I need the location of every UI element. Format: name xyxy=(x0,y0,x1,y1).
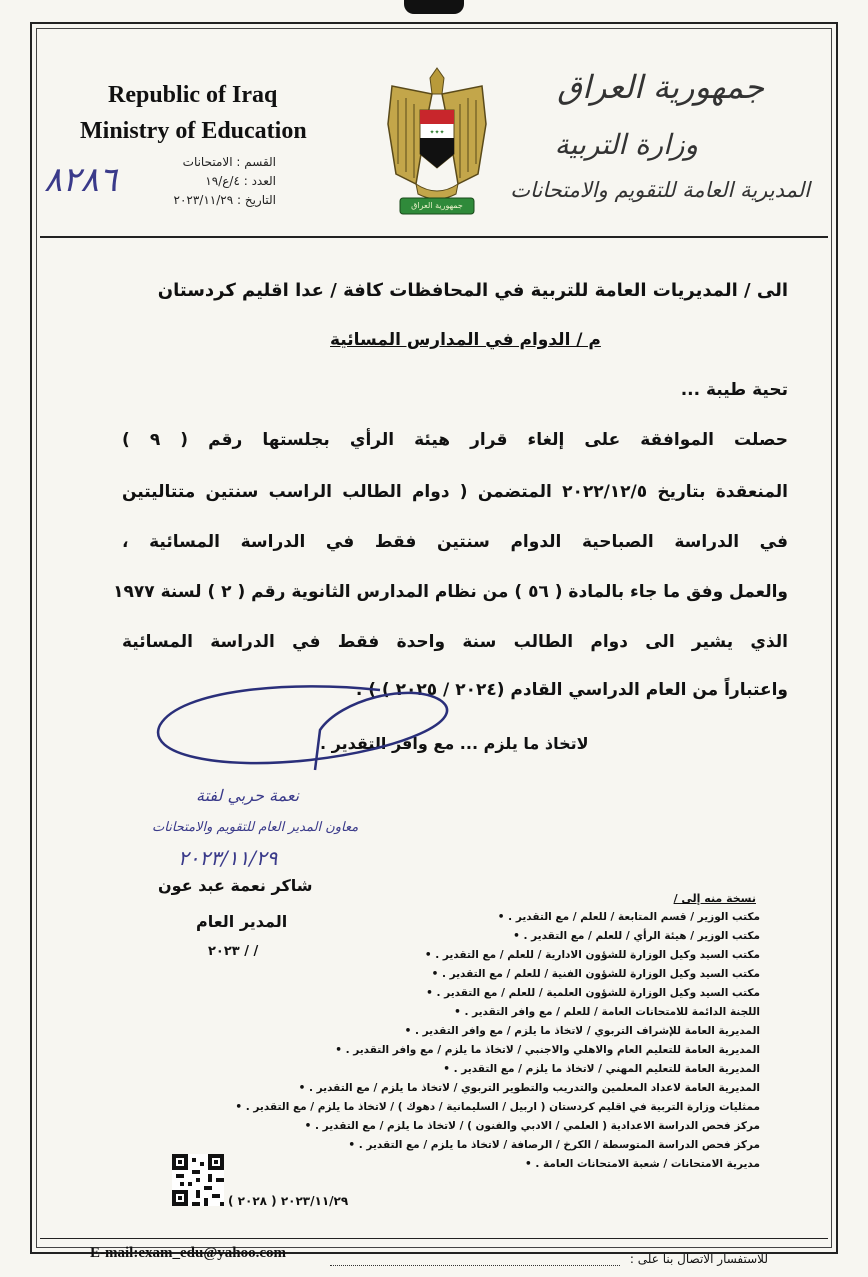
handwritten-number: ٨٢٨٦ xyxy=(44,160,118,200)
copy-item: مركز فحص الدراسة الاعدادية ( العلمي / الادبي والفنون ) / لاتخاذ ما يلزم / مع التقدير . • xyxy=(305,1120,760,1132)
top-binding-mark xyxy=(404,0,464,14)
deputy-title: معاون المدير العام للتقويم والامتحانات xyxy=(152,820,359,835)
section-label: القسم : xyxy=(236,155,276,169)
date-label: التاريخ : xyxy=(236,193,276,207)
footer-divider xyxy=(40,1238,828,1239)
footer-email: E-mail:exam_edu@yahoo.com xyxy=(90,1245,287,1261)
copy-item: مكتب السيد وكيل الوزارة للشؤون الفنية / للعلم / مع التقدير . • xyxy=(432,968,760,980)
iraq-emblem xyxy=(386,64,488,222)
copy-item: ممثليات وزارة التربية في اقليم كردستان ( اربيل / السليمانية / دهوك ) / لاتخاذ ما يلزم / مع التقدير . • xyxy=(235,1101,760,1113)
header-ar-ministry: وزارة التربية xyxy=(554,128,698,161)
copies-heading: نسخة منه إلى / xyxy=(673,892,756,905)
copy-item: مكتب الوزير / قسم المتابعة / للعلم / مع التقدير . • xyxy=(498,911,760,923)
signatory-date: / / ٢٠٢٣ xyxy=(208,944,259,959)
header-en-ministry: Ministry of Education xyxy=(80,118,307,144)
copy-item: المديرية العامة للإشراف التربوي / لاتخاذ ما يلزم / مع وافر التقدير . • xyxy=(405,1025,760,1037)
body-line-5: الذي يشير الى دوام الطالب سنة واحدة فقط في الدراسة المسائية xyxy=(122,632,788,652)
header-ar-directorate: المديرية العامة للتقويم والامتحانات xyxy=(510,178,810,202)
signature-scribble xyxy=(140,670,480,790)
deputy-name: نعمة حربي لفتة xyxy=(196,786,300,805)
header-en-country: Republic of Iraq xyxy=(108,82,278,108)
body-line-1: حصلت الموافقة على إلغاء قرار هيئة الرأي بجلستها رقم ( ٩ ) xyxy=(122,430,788,450)
body-line-3: في الدراسة الصباحية الدوام سنتين فقط في الدراسة المسائية ، xyxy=(122,532,788,552)
addressee: الى / المديريات العامة للتربية في المحافظات كافة / عدا اقليم كردستان xyxy=(157,280,788,301)
signatory-name: شاكر نعمة عبد عون xyxy=(158,876,313,895)
body-line-2: المنعقدة بتاريخ ٢٠٢٢/١٢/٥ المتضمن ( دوام الطالب الراسب سنتين متتاليتين xyxy=(122,482,788,502)
svg-text:✦✦✦: ✦✦✦ xyxy=(429,129,445,136)
copy-item: اللجنة الدائمة للامتحانات العامة / للعلم / مع وافر التقدير . • xyxy=(454,1006,760,1018)
section-value: الامتحانات xyxy=(182,155,233,169)
copy-item: المديرية العامة للتعليم العام والاهلي والاجنبي / لاتخاذ ما يلزم / مع وافر التقدير . • xyxy=(335,1044,760,1056)
footer-contact-label: للاستفسار الاتصال بنا على : xyxy=(629,1252,768,1266)
number-label: العدد : xyxy=(243,174,276,188)
copy-item: مكتب السيد وكيل الوزارة للشؤون الادارية / للعلم / مع التقدير . • xyxy=(425,949,760,961)
qr-caption: ٢٠٢٣/١١/٢٩ ( ٢٠٢٨ ) xyxy=(228,1194,349,1208)
qr-code xyxy=(172,1154,224,1206)
greeting: تحية طيبة ... xyxy=(680,380,788,400)
copy-item: مركز فحص الدراسة المتوسطة / الكرخ / الرصافة / لاتخاذ ما يلزم / مع التقدير . • xyxy=(348,1139,760,1151)
deputy-date: ٢٠٢٣/١١/٢٩ xyxy=(178,846,278,870)
signatory-title: المدير العام xyxy=(196,912,288,931)
body-line-6: واعتباراً من العام الدراسي القادم (٢٠٢٤ / ٢٠٢٥ ) ) . xyxy=(355,680,788,700)
emblem-banner-text: جمهورية العراق xyxy=(411,201,463,210)
footer-contact-line xyxy=(330,1265,620,1266)
header-ar-country: جمهورية العراق xyxy=(557,68,764,106)
closing: لاتخاذ ما يلزم ... مع وافر التقدير . xyxy=(320,734,589,753)
date-value: ٢٠٢٣/١١/٢٩ xyxy=(173,193,234,207)
subject: م / الدوام في المدارس المسائية xyxy=(330,330,601,350)
copy-item: المديرية العامة للتعليم المهني / لاتخاذ ما يلزم / مع التقدير . • xyxy=(443,1063,760,1075)
copy-item: مكتب الوزير / هيئة الرأي / للعلم / مع التقدير . • xyxy=(513,930,760,942)
copy-item: مكتب السيد وكيل الوزارة للشؤون العلمية / للعلم / مع التقدير . • xyxy=(426,987,760,999)
copy-item: مديرية الامتحانات / شعبة الامتحانات العامة . • xyxy=(525,1158,760,1170)
reference-meta xyxy=(174,155,277,212)
body-line-4: والعمل وفق ما جاء بالمادة ( ٥٦ ) من نظام المدارس الثانوية رقم ( ٢ ) لسنة ١٩٧٧ xyxy=(113,582,788,602)
copy-item: المديرية العامة لاعداد المعلمين والتدريب والتطوير التربوي / لاتخاذ ما يلزم / مع التقدير . • xyxy=(299,1082,760,1094)
header-divider xyxy=(40,236,828,238)
number-value: ٤/ع/١٩ xyxy=(205,174,240,188)
